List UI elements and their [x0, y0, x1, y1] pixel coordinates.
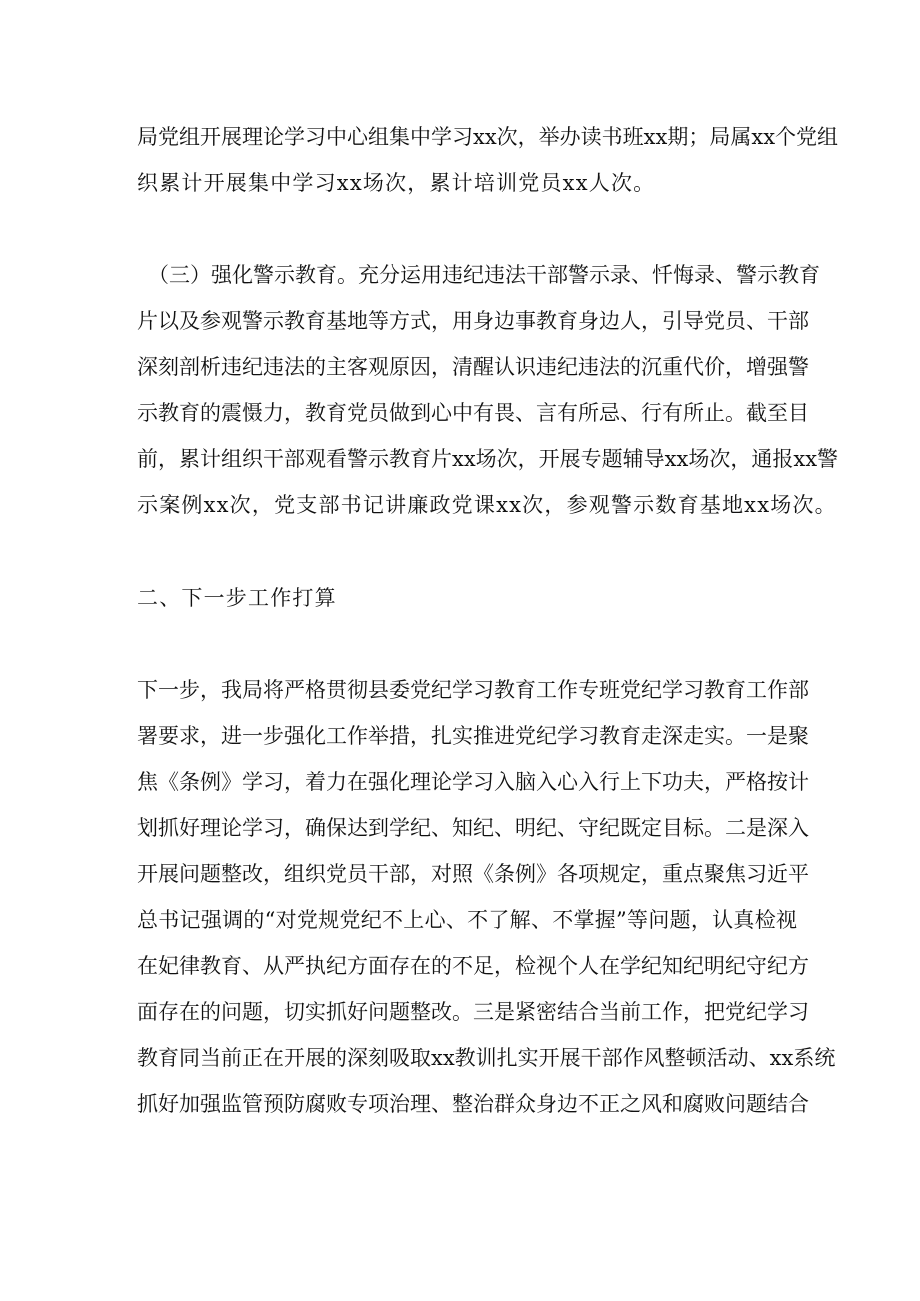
- paragraph-3-line-5: 开展问题整改，组织党员干部，对照《条例》各项规定，重点聚焦习近平: [137, 862, 809, 886]
- paragraph-2-line-3: 深刻剖析违纪违法的主客观原因，清醒认识违纪违法的沉重代价，增强警: [137, 355, 809, 379]
- paragraph-3-line-3: 焦《条例》学习，着力在强化理论学习入脑入心入行上下功夫，严格按计: [137, 770, 809, 794]
- paragraph-2-line-5: 前，累计组织干部观看警示教育片xx场次，开展专题辅导xx场次，通报xx警: [137, 447, 839, 471]
- paragraph-3-line-4: 划抓好理论学习，确保达到学纪、知纪、明纪、守纪既定目标。二是深入: [137, 816, 809, 840]
- paragraph-3-line-2: 署要求，进一步强化工作举措，扎实推进党纪学习教育走深走实。一是聚: [137, 724, 809, 748]
- paragraph-3-line-6: 总书记强调的“对党规党纪不上心、不了解、不掌握”等问题，认真检视: [137, 908, 797, 932]
- paragraph-3-line-8: 面存在的问题，切实抓好问题整改。三是紧密结合当前工作，把党纪学习: [137, 1000, 809, 1024]
- paragraph-2-line-6: 示案例xx次，党支部书记讲廉政党课xx次，参观警示数育基地xx场次。: [137, 493, 837, 517]
- paragraph-2-line-4: 示教育的震慑力，教育党员做到心中有畏、言有所忌、行有所止。截至目: [137, 401, 809, 425]
- paragraph-3-line-9: 教育同当前正在开展的深刻吸取xx教训扎实开展干部作风整顿活动、xx系统: [137, 1046, 836, 1070]
- paragraph-2-line-1: （三）强化警示教育。充分运用违纪违法干部警示录、忏悔录、警示教育: [148, 263, 820, 287]
- paragraph-3-line-7: 在妃律教育、从严执纪方面存在的不足，检视个人在学纪知纪明纪守纪方: [137, 954, 809, 978]
- paragraph-1-line-2: 织累计开展集中学习xx场次，累计培训党员xx人次。: [137, 171, 656, 195]
- section-heading: 二、下一步工作打算: [137, 586, 337, 610]
- paragraph-1-line-1: 局党组开展理论学习中心组集中学习xx次，举办读书班xx期；局属xx个党组: [137, 125, 839, 149]
- paragraph-3-line-10: 抓好加强监管预防腐败专项治理、整治群众身边不正之风和腐败问题结合: [137, 1092, 809, 1116]
- paragraph-2-line-2: 片以及参观警示教育基地等方式，用身边事教育身边人，引导党员、干部: [137, 309, 809, 333]
- paragraph-3-line-1: 下一步，我局将严格贯彻县委党纪学习教育工作专班党纪学习教育工作部: [137, 678, 809, 702]
